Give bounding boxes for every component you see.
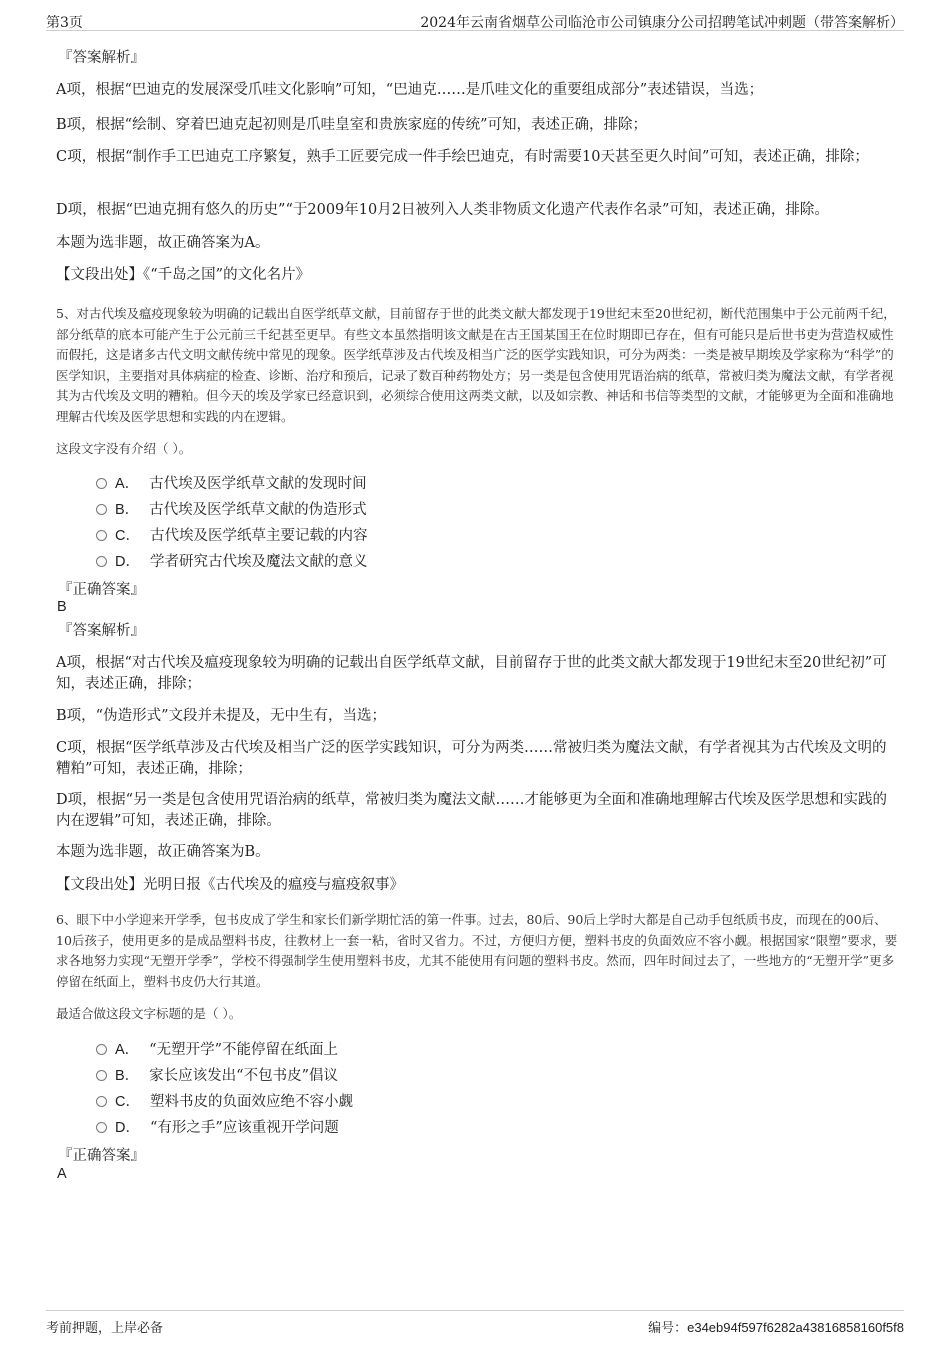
analysis-item-d: D项，根据“另一类是包含使用咒语治病的纸草，常被归类为魔法文献……才能够更为全面和准确地理解古代埃及医学思想和实践的内在逻辑”可知，表述正确，排除。 [56,792,888,829]
analysis-conclusion: 本题为选非题，故正确答案为B。 [56,844,270,860]
analysis-item-d: D项，根据“巴迪克拥有悠久的历史”“于2009年10月2日被列入人类非物质文化遗产代表作名录”可知，表述正确，排除。 [56,202,829,218]
radio-icon[interactable] [96,556,107,567]
correct-answer: B [57,599,67,615]
question-5-option-c[interactable]: C． 古代埃及医学纸草主要记载的内容 [96,526,367,546]
question-5-passage: 5、对古代埃及瘟疫现象较为明确的记载出自医学纸草文献，目前留存于世的此类文献大都发现于19世纪末至20世纪初，断代范围集中于公元前两千纪，部分纸草的底本可能产生于公元前三千纪甚至更早。有些文本虽然指明该文献是在古王国某国王在位时期即已存在，但有可能只是后世书吏为营造权威性而假托，这是诸多古代文明文献传统中常见的现象。医学纸草涉及古代埃及相当广泛的医学实践知识，可分为两类：一类是被早期埃及学家称为“科学”的医学知识，主要指对具体病症的检查、诊断、治疗和预后，记录了数百种药物处方；另一类是包含使用咒语治病的纸草，常被归类为魔法文献，有学者视其为古代埃及文明的糟粕。但今天的埃及学家已经意识到，必须综合使用这两类文献，以及如宗教、神话和书信等类型的文献，才能够更为全面和准确地理解古代埃及医学思想和实践的内在逻辑。 [56,306,896,424]
question-5-prompt: 这段文字没有介绍（ ）。 [56,441,192,456]
question-6-passage: 6、眼下中小学迎来开学季，包书皮成了学生和家长们新学期忙活的第一件事。过去，80后、90后上学时大都是自己动手包纸质书皮，而现在的00后、10后孩子，使用更多的是成品塑料书皮，往教材上一套一粘，省时又省力。不过，方便归方便，塑料书皮的负面效应不容小觑。根据国家“限塑”要求，要求各地努力实现“无塑开学季”，学校不得强制学生使用塑料书皮，尤其不能使用有问题的塑料书皮。然而，四年时间过去了，一些地方的“无塑开学”更多停留在纸面上，塑料书皮仍大行其道。 [56,912,898,989]
analysis-item-b: B项，“伪造形式”文段并未提及，无中生有，当选； [56,708,386,724]
page-header [46,8,904,31]
radio-icon[interactable] [96,530,107,541]
radio-icon[interactable] [96,1070,107,1081]
question-6-option-a[interactable]: A． “无塑开学”不能停留在纸面上 [96,1040,338,1060]
document-title: 2024年云南省烟草公司临沧市公司镇康分公司招聘笔试冲刺题（带答案解析） [420,15,904,31]
analysis-conclusion: 本题为选非题，故正确答案为A。 [56,235,270,251]
correct-answer-label: 『正确答案』 [58,1148,145,1164]
footer-slogan: 考前押题，上岸必备 [46,1321,164,1336]
radio-icon[interactable] [96,1122,107,1133]
analysis-item-c: C项，根据“医学纸草涉及古代埃及相当广泛的医学实践知识，可分为两类……常被归类为魔法文献，有学者视其为古代埃及文明的糟粕”可知，表述正确，排除； [56,740,887,777]
analysis-item-a: A项，根据“巴迪克的发展深受爪哇文化影响”可知，“巴迪克……是爪哇文化的重要组成部分”表述错误，当选； [56,82,764,98]
radio-icon[interactable] [96,478,107,489]
radio-icon[interactable] [96,1044,107,1055]
question-5-option-b[interactable]: B． 古代埃及医学纸草文献的伪造形式 [96,500,367,520]
question-6-option-d[interactable]: D． “有形之手”应该重视开学问题 [96,1118,339,1138]
question-5-option-d[interactable]: D． 学者研究古代埃及魔法文献的意义 [96,552,367,572]
question-6-option-b[interactable]: B． 家长应该发出“不包书皮”倡议 [96,1066,338,1086]
radio-icon[interactable] [96,1096,107,1107]
question-6-option-c[interactable]: C． 塑料书皮的负面效应绝不容小觑 [96,1092,353,1112]
analysis-item-a: A项，根据“对古代埃及瘟疫现象较为明确的记载出自医学纸草文献，目前留存于世的此类文献大都发现于19世纪末至20世纪初”可知，表述正确，排除； [56,655,887,692]
question-6-prompt: 最适合做这段文字标题的是（ ）。 [56,1006,242,1021]
correct-answer-label: 『正确答案』 [58,582,145,598]
page-number: 第3页 [46,15,83,31]
source-citation: 【文段出处】光明日报《古代埃及的瘟疫与瘟疫叙事》 [56,877,404,893]
radio-icon[interactable] [96,504,107,515]
analysis-item-b: B项，根据“绘制、穿着巴迪克起初则是爪哇皇室和贵族家庭的传统”可知，表述正确，排除； [56,117,647,133]
analysis-label: 『答案解析』 [58,50,145,66]
analysis-item-c: C项，根据“制作手工巴迪克工序繁复，熟手工匠要完成一件手绘巴迪克，有时需要10天甚至更久时间”可知，表述正确，排除； [56,149,869,165]
document-code: 编号：e34eb94f597f6282a43816858160f5f8 [648,1320,904,1336]
question-5-option-a[interactable]: A． 古代埃及医学纸草文献的发现时间 [96,474,367,494]
analysis-label: 『答案解析』 [58,623,145,639]
source-citation: 【文段出处】《“千岛之国”的文化名片》 [56,267,311,283]
correct-answer: A [57,1166,67,1182]
page-footer [46,1310,904,1339]
